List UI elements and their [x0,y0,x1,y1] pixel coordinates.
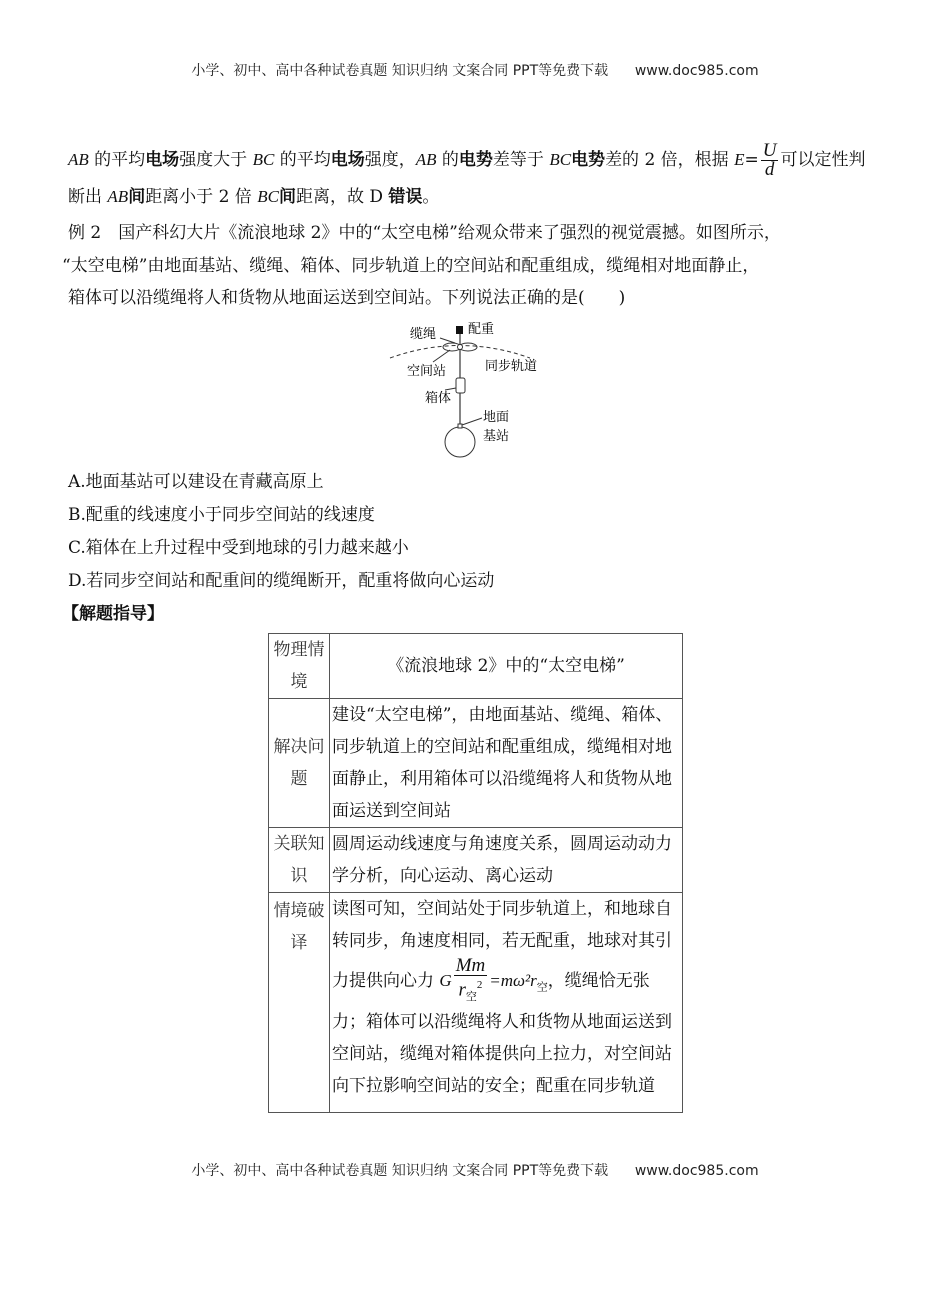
page-header: 小学、初中、高中各种试卷真题 知识归纳 文案合同 PPT等免费下载 www.doc985.com [191,63,759,79]
text: 电势 [458,150,493,170]
label-cable: 缆绳 [410,327,437,342]
text: BC [257,187,279,206]
example-line: “太空电梯”由地面基站、缆绳、箱体、同步轨道上的空间站和配重组成，缆绳相对地面静止， [62,256,760,276]
label-ground: 地面 [483,410,510,425]
text: G [439,971,452,991]
box-icon [456,378,465,393]
text: ，缆绳恰无张力；箱体可以沿缆绳将人和货物从地面运送到空间站，缆绳对箱体提供向上拉力，对空间站向下拉影响空间站的安全；配重在同步轨道 [332,971,672,1097]
solution-line-2 [68,185,439,209]
row-header: 解决问题 [269,699,330,828]
text: 空 [536,980,548,994]
earth-icon [445,427,475,457]
text: 电场 [145,150,180,170]
table-row [269,634,683,699]
denominator [454,976,488,1006]
text: AB [68,150,89,169]
denominator: d [764,159,775,180]
row-content: 圆周运动线速度与角速度关系，圆周运动动力学分析，向心运动、离心运动 [330,828,683,893]
text: 的平均 [88,150,146,170]
text: 2 [476,979,483,991]
guide-title: 【解题指导】 [62,604,164,624]
text: 间 [128,187,146,207]
space-elevator-figure [385,318,555,458]
row-header: 关联知识 [269,828,330,893]
row-header: 物理情境 [269,634,330,699]
row-content: 《流浪地球 2》中的“太空电梯” [330,634,683,699]
text: AB [415,150,437,169]
text: 的 [436,150,459,170]
row-content: 建设“太空电梯”，由地面基站、缆绳、箱体、同步轨道上的空间站和配重组成，缆绳相对地面静止，利用箱体可以沿缆绳将人和货物从地面运送到空间站 [330,699,683,828]
text: BC [549,150,572,169]
solution-line-1 [68,142,865,179]
label-station: 空间站 [407,364,447,379]
label-base: 基站 [483,429,510,444]
text: 差的 2 倍，根据 [605,150,735,170]
text: 强度， [364,150,416,170]
numerator: U [762,140,777,161]
label-box: 箱体 [425,391,452,406]
text: 距离小于 2 倍 [145,187,258,207]
example-line: 例 2 国产科幻大片《流浪地球 2》中的“太空电梯”给观众带来了强烈的视觉震撼。如图所示， [68,223,781,243]
table-row [269,699,683,828]
row-content [330,893,683,1113]
example-line: 箱体可以沿缆绳将人和货物从地面运送到空间站。下列说法正确的是( ) [68,288,626,308]
text: = [744,150,759,170]
text: BC [252,150,275,169]
guide-table [268,633,683,1113]
text: 强度大于 [179,150,253,170]
option-c: C.箱体在上升过程中受到地球的引力越来越小 [68,538,409,558]
option-b: B.配重的线速度小于同步空间站的线速度 [68,505,375,525]
text: 错误 [388,187,423,207]
text: =mω²r [489,971,537,991]
label-orbit: 同步轨道 [485,359,538,374]
text: 断出 [68,187,108,207]
text: 电场 [330,150,365,170]
formula-e: E [734,150,745,169]
option-a: A.地面基站可以建设在青藏高原上 [68,472,324,492]
text: 可以定性判 [780,150,866,170]
fraction-u-over-d [761,142,779,179]
text: 差等于 [492,150,550,170]
text: 电势 [571,150,606,170]
row-header: 情境破译 [269,893,330,1113]
text: 空 [465,991,477,1004]
text: r [458,979,466,1001]
counterweight-icon [456,326,463,334]
label-counterweight: 配重 [468,322,495,337]
text: 。 [422,187,440,207]
table-row [269,828,683,893]
text: 距离，故 D [295,187,389,207]
text: AB [107,187,129,206]
page-footer: 小学、初中、高中各种试卷真题 知识归纳 文案合同 PPT等免费下载 www.doc985.com [191,1163,759,1179]
text: 间 [278,187,296,207]
gravity-fraction [454,957,488,1006]
table-row [269,893,683,1113]
option-d: D.若同步空间站和配重间的缆绳断开，配重将做向心运动 [68,571,495,591]
text: 的平均 [274,150,331,170]
text: 读图可知，空间站处于同步轨道上，和地球自转同步，角速度相同，若无配重，地球对其引力提供向心力 [332,899,672,992]
numerator: Mm [455,955,486,976]
